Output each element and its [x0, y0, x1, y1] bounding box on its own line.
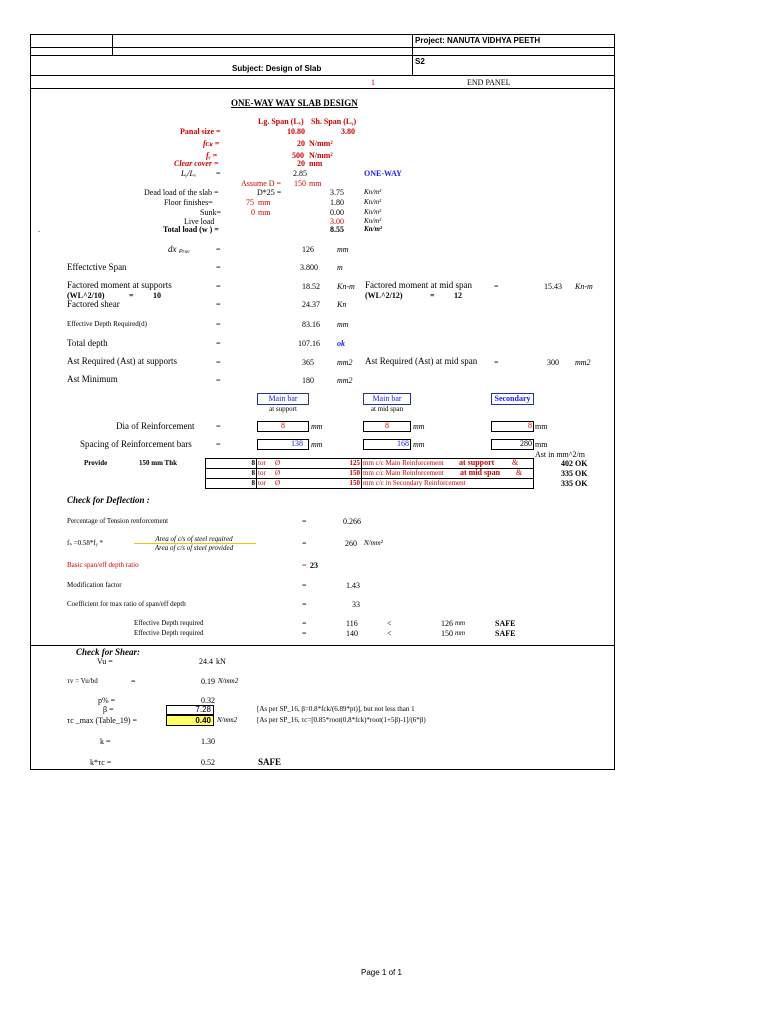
assume-unit: mm	[309, 179, 322, 188]
fm-mid-label: Factored moment at mid span	[365, 280, 472, 290]
ast-min-unit: mm2	[337, 376, 353, 385]
deflection-title: Check for Deflection :	[67, 495, 150, 505]
beta-note: [As per SP_16, β=0.8*fck/(6.89*pt)], but not less than 1	[257, 705, 415, 713]
dead-load-unit: Kn/m²	[364, 188, 382, 196]
page-footer: Page 1 of 1	[361, 968, 402, 977]
tcmax-value: 0.40	[195, 716, 211, 725]
spacing-eq: =	[216, 440, 221, 449]
ratio-value: 2.85	[293, 169, 307, 178]
sunk-mm-unit: mm	[258, 208, 271, 217]
fck-label: fᴄₖ =	[203, 139, 220, 148]
fs-value: 260	[345, 539, 357, 548]
dx-label: dx ₚᵣₒᵥ	[168, 244, 190, 254]
tv-value: 0.19	[201, 677, 215, 686]
fm-mid-eq: =	[494, 282, 499, 291]
shear-safe: SAFE	[258, 757, 282, 767]
dia-mid-value: 8	[385, 421, 389, 430]
ed2-unit: mm	[455, 629, 466, 637]
fm-sup-eq: =	[216, 282, 221, 291]
p-value: 0.32	[201, 696, 215, 705]
floor-finish-mm-unit: mm	[258, 198, 271, 207]
ed1-eq: =	[302, 619, 307, 628]
ast-sup-label: Ast Required (Ast) at supports	[67, 356, 177, 366]
shear-eq: =	[216, 300, 221, 309]
provide-row-3-phi: Ø	[275, 479, 281, 487]
live-load-unit: Kn/m²	[364, 217, 382, 225]
mod-factor-label: Modification factor	[67, 581, 122, 589]
p-label: p% =	[98, 696, 116, 705]
ast-mid-label: Ast Required (Ast) at mid span	[365, 356, 478, 366]
provide-row-1-tor: tor	[258, 459, 266, 467]
total-depth-label: Total depth	[67, 338, 108, 348]
sunk-label: Sunk=	[200, 208, 221, 217]
ratio-eq: =	[216, 169, 221, 178]
floor-finish-unit: Kn/m²	[364, 198, 382, 206]
provide-row-1-ast: 402	[561, 459, 573, 468]
fs-numerator: Area of c/s of steel required	[155, 535, 233, 543]
ast-mid-value: 300	[547, 358, 559, 367]
spacing-secondary-value: 280	[520, 439, 532, 448]
dia-mid-unit: mm	[413, 422, 425, 431]
ed1-value: 116	[346, 619, 358, 628]
at-mid-span-label: at mid span	[370, 405, 404, 413]
fm-mid-unit: Kn-m	[575, 282, 593, 291]
fy-value: 500	[292, 151, 304, 160]
spacing-secondary-unit: mm	[535, 440, 548, 449]
ktc-value: 0.52	[201, 758, 215, 767]
subject: Subject: Design of Slab	[232, 64, 322, 73]
floor-finish-mm: 75	[246, 198, 254, 207]
basic-ratio-label: Basic span/eff depth ratio	[67, 561, 139, 569]
beta-value: 7.28	[195, 705, 211, 714]
fm-sup-value: 18.52	[302, 282, 320, 291]
provide-row-1-spacing: 125	[349, 459, 360, 467]
fm-mid-value: 15.43	[544, 282, 562, 291]
vu-unit: kN	[216, 657, 226, 666]
provide-row-2-text: mm c/c Main Reinforcement	[363, 469, 444, 477]
fck-unit: N/mm²	[309, 139, 333, 148]
provide-row-3-dia: 8	[251, 479, 255, 487]
fm-mid-coeff-label: (WL^2/12)	[365, 291, 403, 300]
ast-in-label: Ast in mm^2/m	[535, 450, 585, 459]
dia-label: Dia of Reinforcement	[116, 421, 195, 431]
total-load-label: Total load (w ) =	[163, 225, 219, 234]
ed2-safe: SAFE	[495, 629, 516, 638]
floor-finish-label: Floor finishes=	[164, 198, 213, 207]
ed2-label: Effective Depth required	[134, 629, 204, 637]
fm-mid-coeff-eq: =	[430, 291, 435, 300]
tv-unit: N/mm2	[218, 677, 239, 685]
eff-span-value: 3.800	[300, 263, 318, 272]
sh-span-header: Sh. Span (Lᵧ)	[311, 117, 357, 126]
pct-tension-value: 0.266	[343, 517, 361, 526]
fs-eq: =	[302, 539, 307, 548]
fm-sup-label: Factored moment at supports	[67, 280, 172, 290]
fs-unit: N/mm²	[364, 539, 383, 547]
provide-row-3-ok: OK	[575, 479, 588, 488]
ed1-unit: mm	[455, 619, 466, 627]
sunk-value: 0.00	[330, 208, 344, 217]
fm-mid-coeff: 12	[454, 291, 462, 300]
tcmax-label: τc _max (Table_19) =	[67, 716, 138, 725]
spacing-mid-unit: mm	[413, 440, 425, 449]
ast-mid-unit: mm2	[575, 358, 591, 367]
at-support-label: at support	[269, 405, 297, 413]
panel-no: 1	[371, 78, 375, 87]
provide-row-3-spacing: 150	[349, 479, 360, 487]
floor-finish-value: 1.80	[330, 198, 344, 207]
provide-row-1-amp: &	[512, 458, 519, 467]
fck-value: 20	[297, 139, 305, 148]
project-name: Project: NANUTA VIDHYA PEETH	[415, 36, 541, 45]
dia-support-value: 8	[281, 421, 285, 430]
spacing-label: Spacing of Reinforcement bars	[80, 439, 192, 449]
provide-row-2-ast: 335	[561, 469, 573, 478]
k-label: k =	[100, 737, 111, 746]
fy-unit: N/mm²	[309, 151, 333, 160]
eff-depth-unit: mm	[337, 320, 349, 329]
fs-label: fₛ =0.58*fᵧ *	[67, 539, 103, 547]
dead-load-value: 3.75	[330, 188, 344, 197]
panel-size-label: Panal size =	[180, 127, 221, 136]
provide-row-2-phi: Ø	[275, 469, 281, 477]
provide-row-2-dia: 8	[251, 469, 255, 477]
dx-value: 126	[302, 245, 314, 254]
coef-label: Coefficient for max ratio of span/eff depth	[67, 600, 186, 608]
eff-depth-eq: =	[216, 320, 221, 329]
ast-mid-eq: =	[494, 358, 499, 367]
dia-support-unit: mm	[311, 422, 323, 431]
eff-depth-label: Effective Depth Required(d)	[67, 320, 147, 328]
total-depth-value: 107.16	[298, 339, 320, 348]
basic-ratio-eq: =	[302, 561, 307, 570]
ed1-lt: <	[387, 619, 392, 628]
eff-depth-value: 83.16	[302, 320, 320, 329]
ast-sup-unit: mm2	[337, 358, 353, 367]
ast-min-value: 180	[302, 376, 314, 385]
ed1-safe: SAFE	[495, 619, 516, 628]
assume-label: Assume D =	[241, 179, 282, 188]
total-depth-ok: ok	[337, 339, 345, 348]
dead-load-label: Dead load of the slab =	[144, 188, 219, 197]
tcmax-unit: N/mm2	[217, 716, 238, 724]
spacing-support-value: 138	[291, 439, 303, 448]
sheet-no: S2	[415, 57, 425, 66]
provide-row-2-amp: &	[516, 468, 523, 477]
ratio-label: Lᵧ/Lₓ	[181, 169, 197, 178]
live-load-value: 3.00	[330, 217, 344, 226]
ast-sup-eq: =	[216, 358, 221, 367]
dia-secondary-value: 8	[528, 421, 532, 430]
cover-label: Clear cover =	[174, 159, 219, 168]
provide-row-1-text: mm c/c Main Reinforcement	[363, 459, 444, 467]
ed2-value: 140	[346, 629, 358, 638]
fs-denominator: Area of c/s of steel provided	[154, 544, 234, 552]
eff-span-eq: =	[216, 263, 221, 272]
dia-eq: =	[216, 422, 221, 431]
provide-row-2-tor: tor	[258, 469, 266, 477]
sh-span-value: 3.80	[341, 127, 355, 136]
main-bar-support-label: Main bar	[268, 394, 298, 403]
main-bar-mid-label: Main bar	[372, 394, 402, 403]
ast-sup-value: 365	[302, 358, 314, 367]
fm-sup-coeff-eq: =	[129, 291, 134, 300]
fm-sup-unit: Kn-m	[337, 282, 355, 291]
dx-unit: mm	[337, 245, 349, 254]
provide-label: Provide	[84, 459, 108, 467]
mod-factor-eq: =	[302, 581, 307, 590]
shear-value: 24.37	[302, 300, 320, 309]
provide-row-1-phi: Ø	[275, 459, 281, 467]
dx-eq: =	[216, 245, 221, 254]
basic-ratio-value: 23	[310, 561, 318, 570]
ed1-provided: 126	[441, 619, 453, 628]
provide-row-3-tor: tor	[258, 479, 266, 487]
fm-sup-coeff-label: (WL^2/10)	[67, 291, 105, 300]
k-value: 1.30	[201, 737, 215, 746]
provide-thk: 150 mm Thk	[139, 459, 177, 467]
fy-label: fᵧ =	[206, 151, 218, 160]
provide-row-3-ast: 335	[561, 479, 573, 488]
provide-row-1-ok: OK	[575, 459, 588, 468]
provide-row-3-text: mm c/c in Secondary Reinforcement	[363, 479, 466, 487]
tv-eq: =	[131, 677, 136, 686]
beta-label: β =	[103, 705, 114, 714]
eff-span-unit: m	[337, 263, 343, 272]
dia-secondary-unit: mm	[535, 422, 548, 431]
tv-label: τv = Vu/bd	[67, 677, 98, 685]
ed2-eq: =	[302, 629, 307, 638]
slab-type: ONE-WAY	[364, 169, 402, 178]
page-title: ONE-WAY WAY SLAB DESIGN	[231, 98, 358, 108]
secondary-label: Secondary	[494, 394, 531, 403]
lg-span-value: 10.80	[287, 127, 305, 136]
total-load-unit: Kn/m²	[364, 225, 383, 233]
assume-value: 150	[294, 179, 306, 188]
live-load-label: Live load	[184, 217, 215, 226]
provide-row-1-dia: 8	[251, 459, 255, 467]
ast-min-label: Ast Minimum	[67, 374, 118, 384]
lg-span-header: Lg. Span (Lₓ)	[258, 117, 304, 126]
total-depth-eq: =	[216, 339, 221, 348]
ast-min-eq: =	[216, 376, 221, 385]
provide-row-2-emph: at mid span	[460, 468, 501, 477]
tc-note: [As per SP_16, τc=[0.85*root(0.8*fck)*root(1+5β)-1]/(6*β)	[257, 716, 426, 724]
dead-load-expr: D*25 =	[257, 188, 282, 197]
shear-label: Factored shear	[67, 299, 120, 309]
spacing-support-unit: mm	[311, 440, 323, 449]
provide-row-2-ok: OK	[575, 469, 588, 478]
fm-sup-coeff: 10	[153, 291, 161, 300]
total-load-value: 8.55	[330, 225, 344, 234]
provide-row-1-emph: at support	[459, 458, 495, 467]
vu-label: Vu =	[97, 657, 113, 666]
sunk-mm: 0	[251, 208, 255, 217]
provide-row-2-spacing: 150	[349, 469, 360, 477]
pct-tension-label: Percentage of Tension renforcement	[67, 517, 169, 525]
shear-unit: Kn	[337, 300, 347, 309]
panel-type: END PANEL	[467, 78, 511, 87]
mod-factor-value: 1.43	[346, 581, 360, 590]
spacing-mid-value: 168	[397, 439, 409, 448]
shear-title: Check for Shear:	[76, 647, 141, 657]
eff-span-label: Effectctive Span	[67, 262, 127, 272]
dot-mark: .	[38, 225, 40, 234]
cover-value: 20	[297, 159, 305, 168]
coef-value: 33	[352, 600, 360, 609]
ed2-provided: 150	[441, 629, 453, 638]
vu-value: 24.4	[199, 657, 213, 666]
coef-eq: =	[302, 600, 307, 609]
ed2-lt: <	[387, 629, 392, 638]
pct-tension-eq: =	[302, 517, 307, 526]
sunk-unit: Kn/m²	[364, 208, 382, 216]
ed1-label: Effective Depth required	[134, 619, 204, 627]
ktc-label: k*τc =	[90, 758, 112, 767]
cover-unit: mm	[309, 159, 323, 168]
